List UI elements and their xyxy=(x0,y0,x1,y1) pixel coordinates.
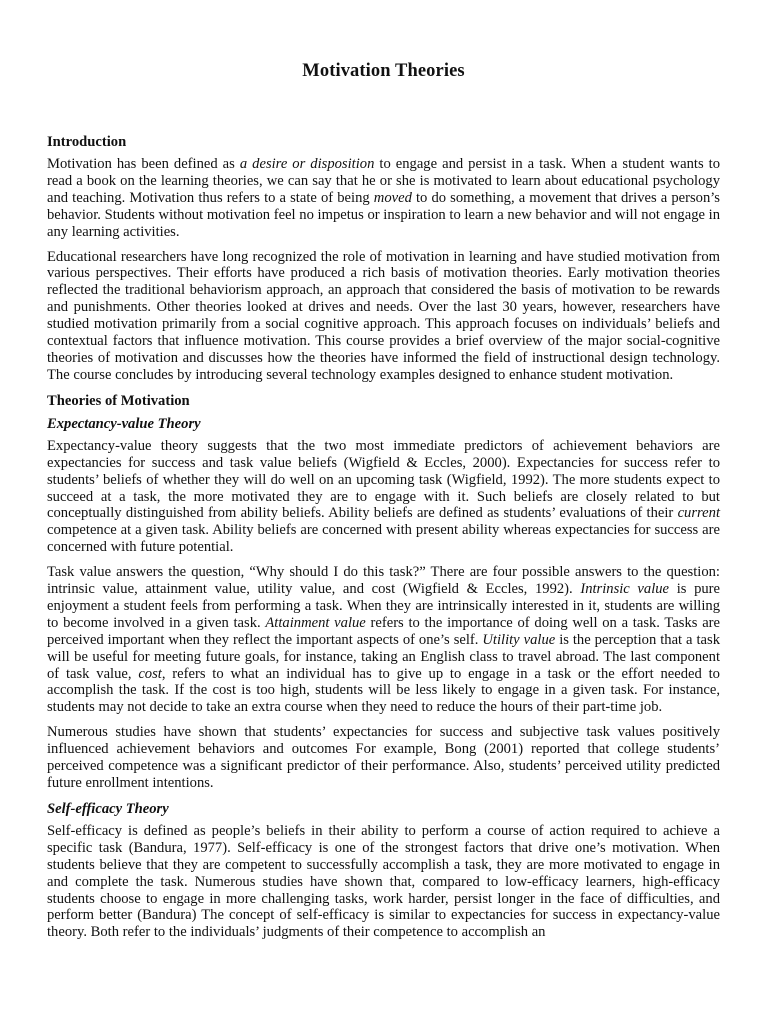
intro-paragraph-1 xyxy=(47,156,720,241)
page-title: Motivation Theories xyxy=(302,61,465,81)
expectancy-paragraph-1 xyxy=(47,438,720,556)
emphasis-run: moved xyxy=(373,189,412,206)
text-run: is the perception that a task will be useful for meeting future goals, for instance, taking an English class to travel abroad. The last component of task value, xyxy=(47,631,720,682)
text-run: is pure enjoyment a student feels from performing a task. When they are intrinsically interested in it, students are willing to become involved in a given task. xyxy=(47,581,721,631)
emphasis-run: cost xyxy=(138,665,162,682)
heading-introduction: Introduction xyxy=(47,134,127,150)
emphasis-run: current xyxy=(677,505,720,522)
emphasis-run: Utility value xyxy=(482,631,556,648)
text-run: refers to the importance of doing well on a task. Tasks are perceived important when they reflect the important aspects of one’s self. xyxy=(47,614,721,648)
text-run: Expectancy-value theory suggests that the two most immediate predictors of achievement behaviors are expectancies for success and task value beliefs (Wigfield & Eccles, 2000). Expectancies for success refer to students’ beliefs of whether they will do well on an upcoming task (Wigfield, 1992). The more students expect to succeed at a task, the more motivated they are to engage with it. Such beliefs are closely related to but conceptually distinguished from ability beliefs. Ability beliefs are defined as students’ evaluations of their xyxy=(47,437,720,522)
text-run: , refers to what an individual has to give up to engage in a task or the effort needed to accomplish the task. If the cost is too high, students will be less likely to engage in a given task. For instance, students may not decide to take an extra course when they need to reduce the hours of their part-time job. xyxy=(47,665,720,716)
text-run: to do something, a movement that drives a person’s behavior. Students without motivation feel no impetus or inspiration to learn a new behavior and will not engage in any learning activities. xyxy=(47,189,720,240)
text-run: competence at a given task. Ability beliefs are concerned with present ability whereas expectancies for success are concerned with future potential. xyxy=(47,522,720,556)
text-run: Task value answers the question, “Why should I do this task?” There are four possible answers to the question: intrinsic value, attainment value, utility value, and cost (Wigfield & Eccles, 1992). xyxy=(47,564,720,598)
self-efficacy-paragraph-1: Self-efficacy is defined as people’s beliefs in their ability to perform a course of action required to achieve a specific task (Bandura, 1977). Self-efficacy is one of the strongest factors that drive one’s motivation. When students believe that they are competent to successfully accomplish a task, they are more motivated to engage in and complete the task. Numerous studies have shown that, compared to low-efficacy learners, high-efficacy students choose to engage in more challenging tasks, work harder, persist longer in the face of difficulties, and perform better (Bandura) The concept of self-efficacy is similar to expectancies for success in expectancy-value theory. Both refer to the individuals’ judgments of their competence to accomplish an xyxy=(47,822,720,941)
expectancy-paragraph-3: Numerous studies have shown that students’ expectancies for success and subjective task values positively influenced achievement behaviors and outcomes For example, Bong (2001) reported that college students’ perceived competence was a significant predictor of their performance. Also, students’ perceived utility predicted future enrollment intentions. xyxy=(47,724,720,791)
emphasis-run: Attainment value xyxy=(265,614,366,631)
subheading-self-efficacy: Self-efficacy Theory xyxy=(47,800,169,817)
intro-paragraph-2: Educational researchers have long recognized the role of motivation in learning and have studied motivation from various perspectives. Their efforts have produced a rich basis of motivation theories. Early motivation theories reflected the traditional behaviorism approach, an approach that considered the basis of motivation to be rewards and punishments. Other theories looked at drives and needs. Over the last 30 years, however, researchers have studied motivation primarily from a social cognitive approach. This approach focuses on individuals’ beliefs and contextual factors that influence motivation. This course provides a brief overview of the major social-cognitive theories of motivation and discusses how the theories have informed the field of instructional design technology. The course concludes by introducing several technology examples designed to enhance student motivation. xyxy=(47,248,720,383)
emphasis-run: a desire or disposition xyxy=(239,156,375,172)
subheading-expectancy-value: Expectancy-value Theory xyxy=(47,415,201,432)
expectancy-paragraph-2 xyxy=(47,564,720,716)
text-run: Motivation has been defined as xyxy=(47,156,240,172)
emphasis-run: Intrinsic value xyxy=(580,581,670,598)
heading-theories-of-motivation: Theories of Motivation xyxy=(47,392,190,409)
document-page xyxy=(47,60,720,949)
text-run: to engage and persist in a task. When a student wants to read a book on the learning theories, we can say that he or she is motivated to learn about educational psychology and teaching. Motivation thus refers to a state of being xyxy=(47,156,721,206)
